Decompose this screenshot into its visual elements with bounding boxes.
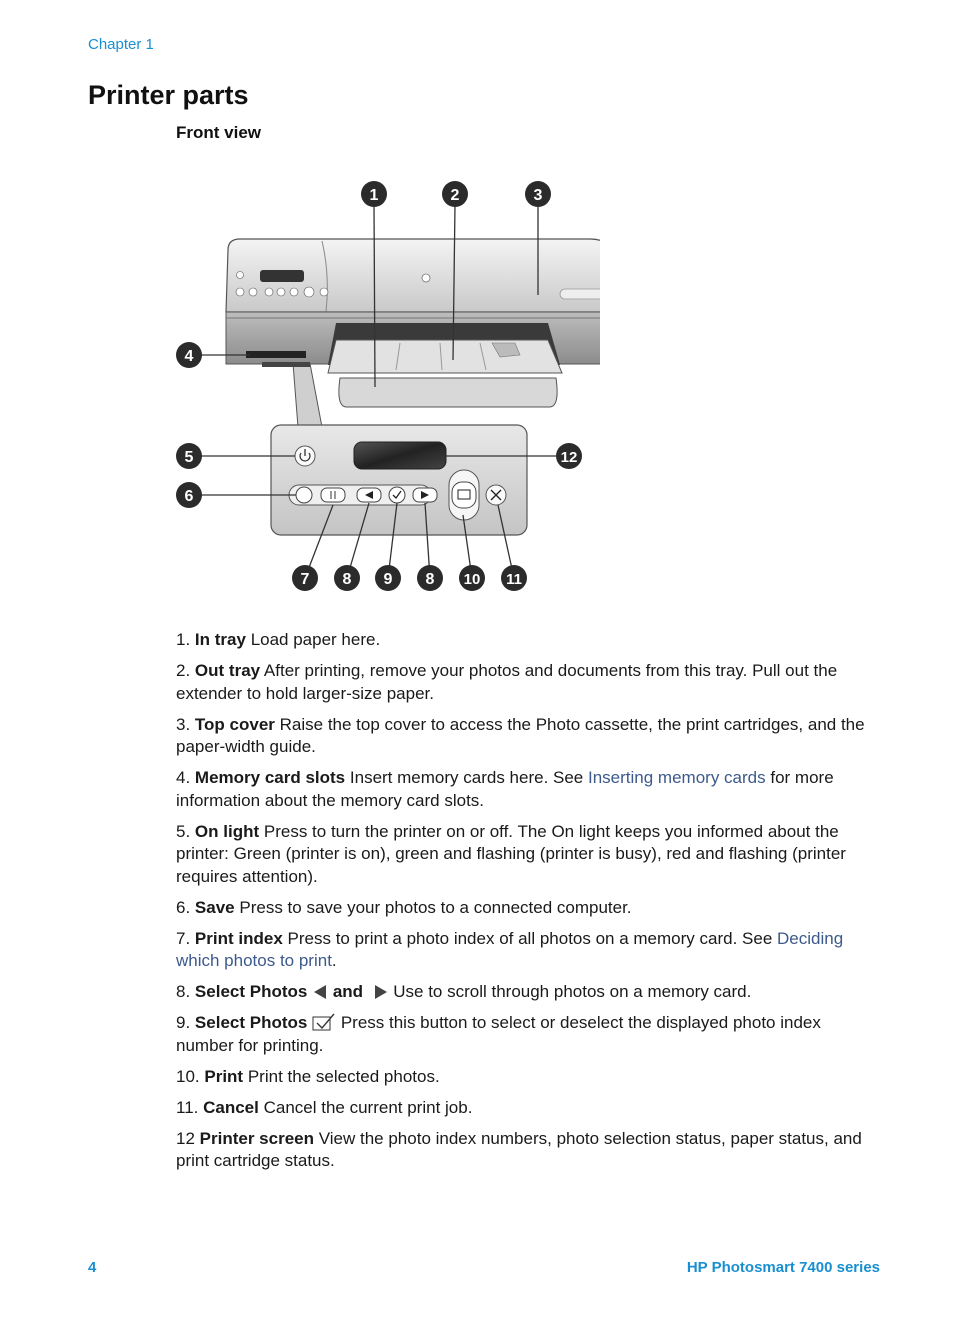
inserting-memory-cards-link[interactable]: Inserting memory cards (588, 768, 766, 787)
list-item (176, 767, 876, 812)
item-term: Memory card slots (194, 768, 346, 787)
item-text: Press this button to select or deselect the displayed photo index number for printing. (176, 1013, 821, 1055)
callout-5: 5 (184, 449, 194, 466)
item-number: 1. (176, 630, 191, 649)
callout-3: 3 (533, 187, 543, 204)
list-item (176, 821, 876, 889)
item-number: 3. (176, 714, 191, 734)
callout-10: 10 (463, 571, 481, 588)
item-term: Select Photos (194, 982, 308, 1001)
checkbox-checkmark-icon (312, 1013, 336, 1031)
item-text: Insert memory cards here. See (349, 768, 584, 787)
list-item (176, 1066, 876, 1089)
item-term: Print (204, 1066, 244, 1086)
item-number: 5. (176, 821, 191, 841)
item-number: 2. (176, 661, 191, 680)
section-title: Front view (176, 123, 262, 142)
callout-12: 12 (560, 449, 578, 466)
callout-7: 7 (300, 571, 310, 588)
callout-6: 6 (184, 488, 194, 505)
item-term: Cancel (203, 1097, 259, 1117)
item-number: 4. (176, 768, 191, 787)
item-number: 7. (176, 928, 191, 948)
item-text: Print the selected photos. (247, 1066, 440, 1086)
item-term: Out tray (194, 661, 261, 680)
item-text: Press to print a photo index of all photos on a memory card. See (287, 928, 773, 948)
list-item (176, 928, 876, 973)
chapter-label: Chapter 1 (88, 36, 154, 53)
item-text: Press to save your photos to a connected computer. (239, 897, 632, 917)
right-triangle-icon (373, 984, 389, 1000)
item-text: Load paper here. (250, 630, 381, 649)
callout-8-right: 8 (425, 571, 435, 588)
list-item (176, 1097, 876, 1120)
list-item (176, 660, 876, 705)
item-term: On light (194, 821, 260, 841)
item-term: Save (194, 897, 235, 917)
item-text: View the photo index numbers, photo selection status, paper status, and print cartridge status. (176, 1128, 862, 1170)
item-text: Cancel the current print job. (263, 1097, 473, 1117)
item-text: . (331, 951, 337, 970)
parts-list (176, 629, 876, 1181)
page-title: Printer parts (88, 80, 249, 110)
item-term: Select Photos (194, 1013, 308, 1032)
item-term-and: and (332, 982, 364, 1001)
callout-8-left: 8 (342, 571, 352, 588)
printer-front-view-figure (170, 175, 600, 605)
printer-illustration (170, 175, 600, 605)
item-term: Print index (194, 928, 283, 948)
callout-11: 11 (506, 571, 522, 588)
page-number: 4 (88, 1259, 97, 1276)
callout-4: 4 (184, 348, 194, 365)
list-item (176, 629, 876, 652)
list-item (176, 1128, 876, 1173)
list-item (176, 714, 876, 759)
list-item (176, 1012, 876, 1057)
item-number: 9. (176, 1013, 191, 1032)
item-number: 11. (176, 1097, 199, 1117)
item-term: In tray (194, 630, 246, 649)
item-number: 10. (176, 1066, 200, 1086)
item-number: 6. (176, 897, 191, 917)
item-text: After printing, remove your photos and documents from this tray. Pull out the extender to hold larger-size paper. (176, 661, 838, 703)
item-term: Printer screen (199, 1128, 314, 1148)
item-text: Press to turn the printer on or off. The On light keeps you informed about the printer: Green (printer is on), green and flashing (printer is busy), red and flashing (printer requires attention). (176, 821, 846, 886)
callout-2: 2 (450, 187, 460, 204)
item-text: Use to scroll through photos on a memory card. (393, 982, 752, 1001)
footer-product-title: HP Photosmart 7400 series (686, 1259, 880, 1276)
deciding-which-photos-link[interactable]: Deciding which photos to print (176, 928, 844, 970)
list-item (176, 897, 876, 920)
item-text: Raise the top cover to access the Photo cassette, the print cartridges, and the paper-width guide. (176, 714, 865, 756)
item-number: 8. (176, 982, 191, 1001)
item-text: for more information about the memory card slots. (176, 768, 834, 810)
list-item (176, 981, 876, 1004)
item-number: 12 (176, 1128, 195, 1148)
left-triangle-icon (312, 984, 328, 1000)
callout-1: 1 (369, 187, 379, 204)
callout-9: 9 (383, 571, 393, 588)
item-term: Top cover (194, 714, 275, 734)
